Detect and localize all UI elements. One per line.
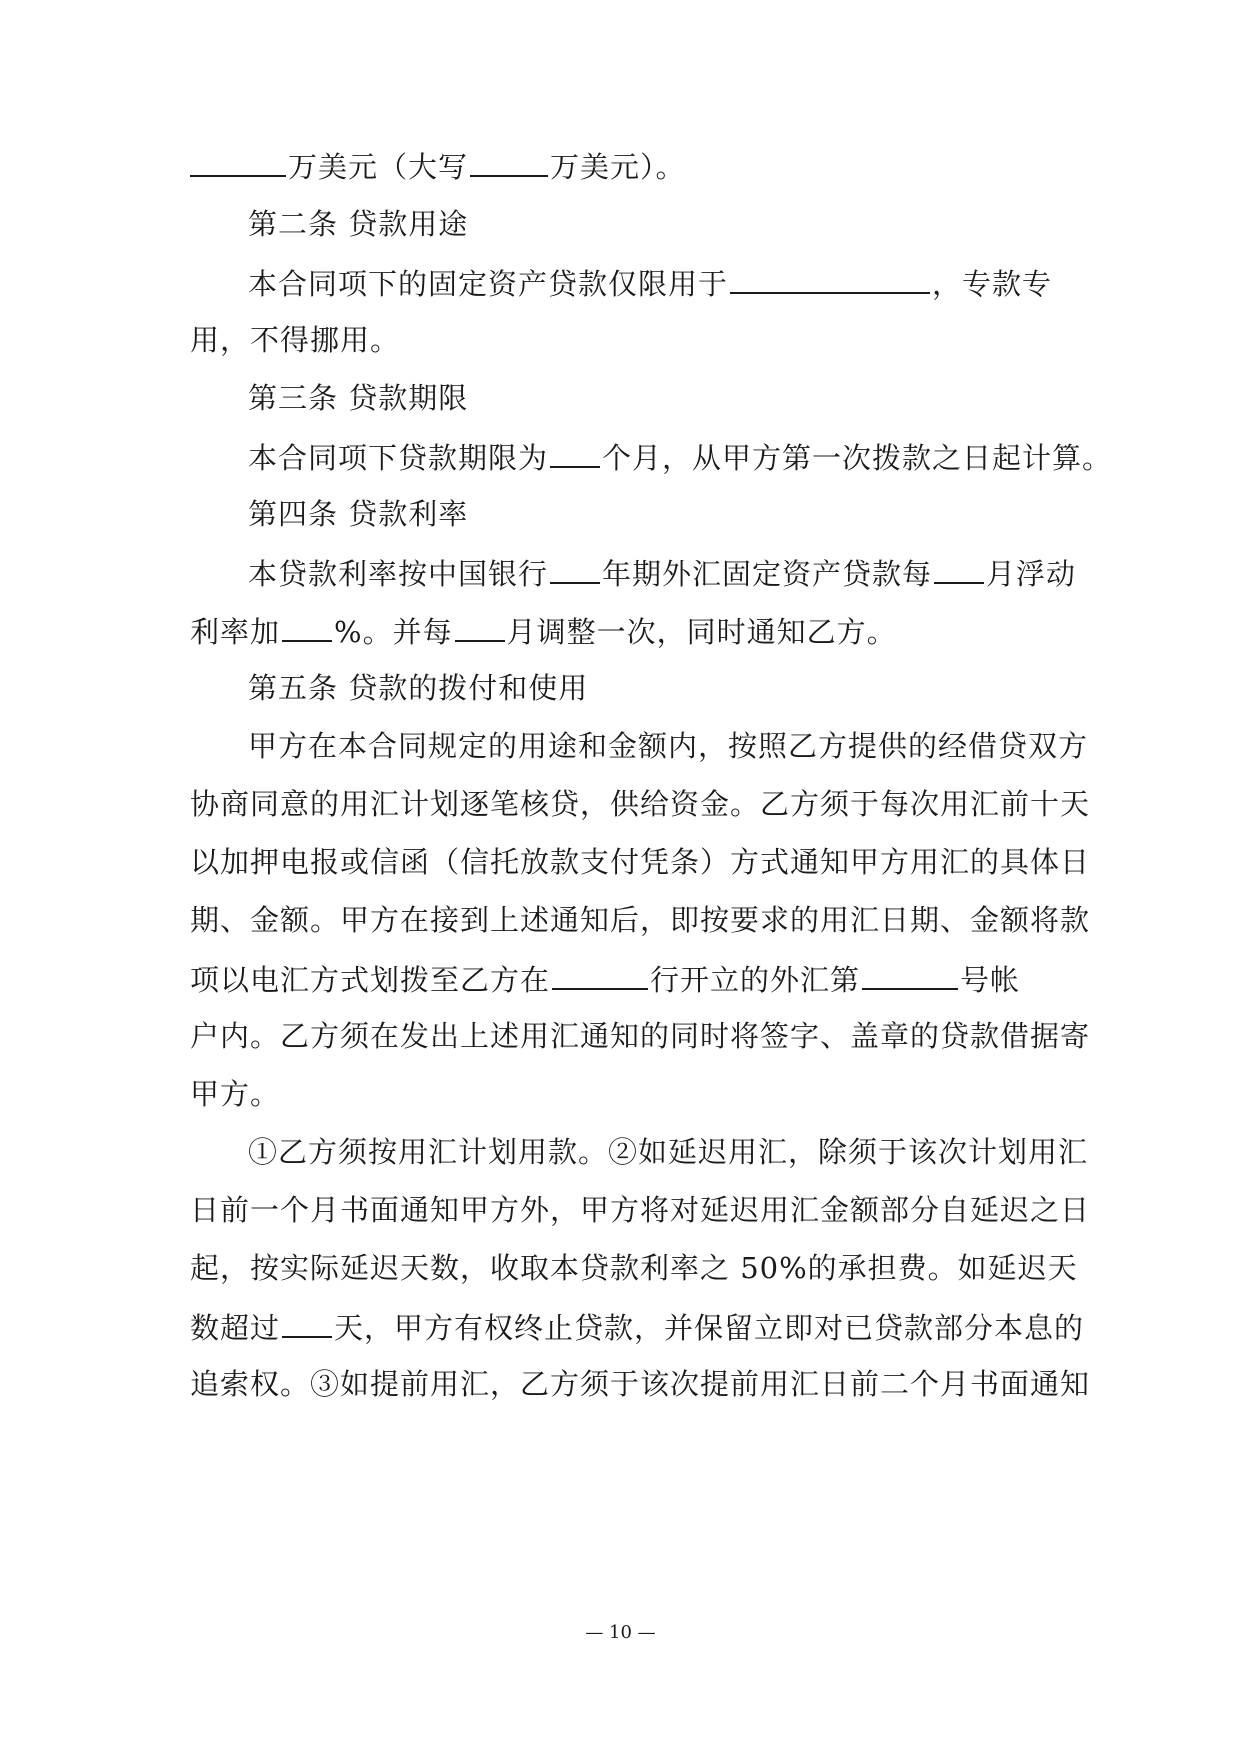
fill-blank [730, 260, 930, 294]
text-line [190, 608, 1060, 652]
text-line [190, 318, 1060, 362]
text-line [190, 898, 1091, 942]
fill-blank [282, 608, 332, 642]
text-segment: 本合同项下的固定资产贷款仅限用于 [248, 267, 729, 301]
text-segment: 甲方。 [190, 1077, 281, 1111]
text-line [248, 1130, 1118, 1174]
fill-blank [862, 956, 958, 990]
text-segment: 以加押电报或信函（信托放款支付凭条）方式通知甲方用汇的具体日 [190, 845, 1091, 879]
text-line [190, 956, 1060, 1000]
text-segment: 用，不得挪用。 [190, 323, 401, 357]
fill-blank [552, 956, 648, 990]
article-heading [248, 202, 1118, 246]
text-segment: 数超过 [190, 1311, 281, 1345]
text-line [190, 782, 1091, 826]
fill-blank [550, 434, 600, 468]
page-number: — 10 — [585, 1622, 656, 1643]
text-line [190, 1188, 1091, 1232]
text-segment: 年期外汇固定资产贷款每 [602, 557, 933, 591]
text-segment: 本合同项下贷款期限为 [248, 441, 549, 475]
text-segment: 甲方在本合同规定的用途和金额内，按照乙方提供的经借贷双方 [248, 729, 1089, 763]
fill-blank [550, 550, 600, 584]
text-segment: %。并每 [334, 615, 453, 649]
text-segment: 起，按实际延迟天数，收取本贷款利率之 50%的承担费。如延迟天 [190, 1251, 1078, 1285]
text-segment: 第四条 贷款利率 [248, 497, 469, 531]
article-heading [248, 376, 1118, 420]
text-segment: 日前一个月书面通知甲方外，甲方将对延迟用汇金额部分自延迟之日 [190, 1193, 1091, 1227]
text-segment: 协商同意的用汇计划逐笔核贷，供给资金。乙方须于每次用汇前十天 [190, 787, 1091, 821]
text-segment: 行开立的外汇第 [650, 963, 861, 997]
text-segment: 月调整一次，同时通知乙方。 [506, 615, 897, 649]
text-line [190, 1362, 1091, 1406]
fill-blank [455, 608, 505, 642]
text-segment: 利率加 [190, 615, 281, 649]
text-segment: 月浮动 [986, 557, 1077, 591]
text-line [248, 550, 1118, 594]
text-segment: 第三条 贷款期限 [248, 381, 469, 415]
text-segment: ，专款专 [932, 267, 1053, 301]
text-segment: 期、金额。甲方在接到上述通知后，即按要求的用汇日期、金额将款 [190, 903, 1091, 937]
text-line [248, 434, 1118, 478]
text-segment: 万美元（大写 [288, 150, 469, 184]
fill-blank [190, 143, 286, 177]
text-line [248, 724, 1118, 768]
article-heading [248, 492, 1118, 536]
text-segment: 万美元）。 [550, 150, 686, 184]
text-segment: 个月，从甲方第一次拨款之日起计算。 [602, 441, 1113, 475]
text-segment: 户内。乙方须在发出上述用汇通知的同时将签字、盖章的贷款借据寄 [190, 1019, 1091, 1053]
text-segment: ①乙方须按用汇计划用款。②如延迟用汇，除须于该次计划用汇 [248, 1135, 1089, 1169]
text-segment: 本贷款利率按中国银行 [248, 557, 549, 591]
text-segment: 第二条 贷款用途 [248, 207, 469, 241]
fill-blank [470, 143, 548, 177]
text-line [190, 1246, 1078, 1290]
fill-blank [282, 1304, 332, 1338]
text-line [190, 1014, 1091, 1058]
text-line [190, 1072, 1060, 1116]
text-segment: 追索权。③如提前用汇，乙方须于该次提前用汇日前二个月书面通知 [190, 1367, 1091, 1401]
text-segment: 号帐 [960, 963, 1021, 997]
text-segment: 第五条 贷款的拨付和使用 [248, 671, 589, 705]
text-segment: 项以电汇方式划拨至乙方在 [190, 963, 551, 997]
text-line [190, 1304, 1085, 1348]
text-line [248, 260, 1118, 304]
text-line [190, 143, 1060, 187]
text-segment: 天，甲方有权终止贷款，并保留立即对已贷款部分本息的 [334, 1311, 1085, 1345]
text-line [190, 840, 1091, 884]
article-heading [248, 666, 1118, 710]
fill-blank [934, 550, 984, 584]
